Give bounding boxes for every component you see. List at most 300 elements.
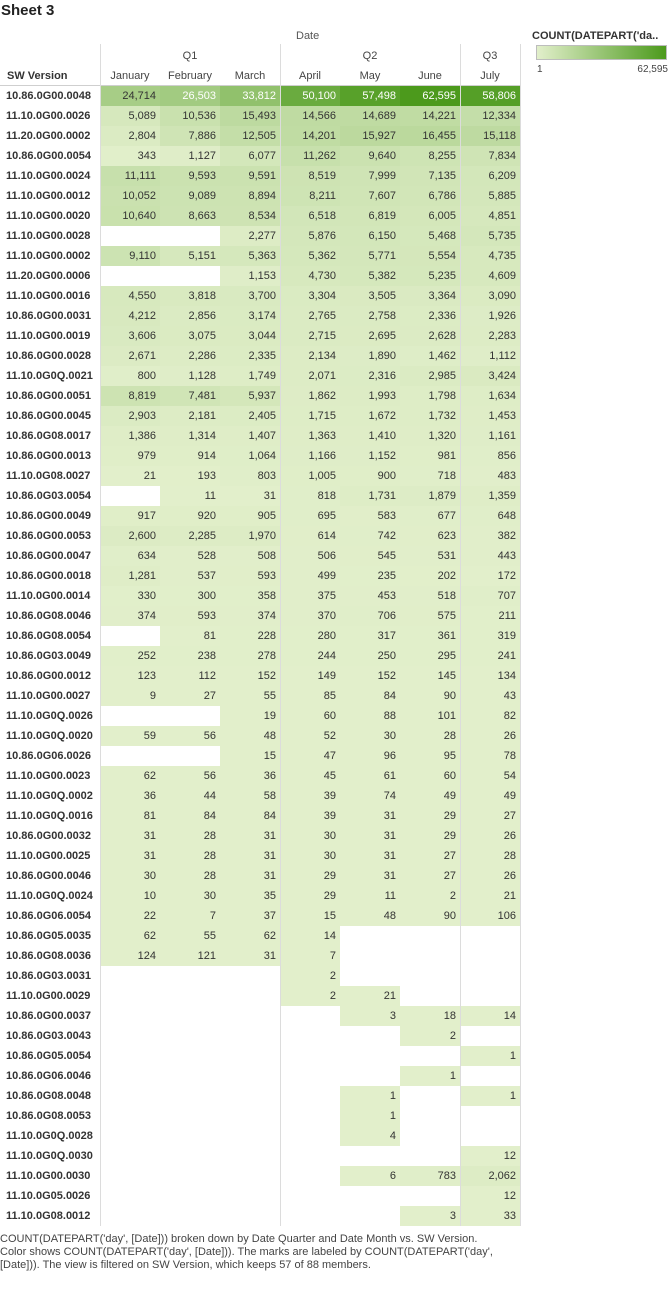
heatmap-cell: 8,534 <box>220 206 280 226</box>
row-label: 11.20.0G00.0006 <box>6 270 91 282</box>
heatmap-cell: 238 <box>160 646 220 666</box>
row-label: 11.10.0G05.0026 <box>6 1190 91 1202</box>
heatmap-cell: 78 <box>460 746 520 766</box>
heatmap-cell: 36 <box>100 786 160 806</box>
heatmap-cell: 280 <box>280 626 340 646</box>
heatmap-cell: 374 <box>220 606 280 626</box>
heatmap-cell: 9,593 <box>160 166 220 186</box>
heatmap-cell: 6 <box>340 1166 400 1186</box>
heatmap-cell: 4,609 <box>460 266 520 286</box>
heatmap-cell: 575 <box>400 606 460 626</box>
row-label: 10.86.0G00.0053 <box>6 530 92 542</box>
heatmap-cell: 531 <box>400 546 460 566</box>
heatmap-cell: 235 <box>340 566 400 586</box>
heatmap-cell: 2,628 <box>400 326 460 346</box>
heatmap-cell: 6,005 <box>400 206 460 226</box>
row-label: 11.10.0G00.0002 <box>6 250 91 262</box>
heatmap-cell: 583 <box>340 506 400 526</box>
legend-max-label: 62,595 <box>637 64 668 75</box>
row-label: 10.86.0G08.0036 <box>6 950 92 962</box>
heatmap-cell: 856 <box>460 446 520 466</box>
heatmap-cell: 8,819 <box>100 386 160 406</box>
heatmap-cell: 31 <box>340 846 400 866</box>
heatmap-cell: 18 <box>400 1006 460 1026</box>
heatmap-cell: 1,152 <box>340 446 400 466</box>
heatmap-cell: 9,089 <box>160 186 220 206</box>
heatmap-cell: 1,410 <box>340 426 400 446</box>
month-label-april: April <box>298 70 321 82</box>
heatmap-cell: 5,362 <box>280 246 340 266</box>
row-label: 11.10.0G00.0025 <box>6 850 91 862</box>
row-label: 10.86.0G00.0013 <box>6 450 92 462</box>
row-label: 11.10.0G00.0016 <box>6 290 91 302</box>
heatmap-cell: 5,363 <box>220 246 280 266</box>
heatmap-cell: 742 <box>340 526 400 546</box>
heatmap-cell: 3,090 <box>460 286 520 306</box>
heatmap-cell: 5,089 <box>100 106 160 126</box>
heatmap-cell: 593 <box>160 606 220 626</box>
row-label: 11.10.0G0Q.0026 <box>6 710 93 722</box>
heatmap-cell: 2,715 <box>280 326 340 346</box>
heatmap-cell: 3,818 <box>160 286 220 306</box>
heatmap-cell: 7,886 <box>160 126 220 146</box>
row-label: 10.86.0G08.0053 <box>6 1110 92 1122</box>
row-label: 10.86.0G08.0046 <box>6 610 92 622</box>
heatmap-cell: 5,735 <box>460 226 520 246</box>
heatmap-cell: 48 <box>340 906 400 926</box>
heatmap-cell: 1,749 <box>220 366 280 386</box>
heatmap-cell: 2,316 <box>340 366 400 386</box>
heatmap-cell: 4,212 <box>100 306 160 326</box>
heatmap-cell: 979 <box>100 446 160 466</box>
quarter-label-q2: Q2 <box>362 50 378 62</box>
row-label: 10.86.0G00.0018 <box>6 570 92 582</box>
heatmap-cell: 14 <box>280 926 340 946</box>
month-label-january: January <box>110 70 150 82</box>
heatmap-cell: 29 <box>400 806 460 826</box>
heatmap-cell: 695 <box>280 506 340 526</box>
heatmap-cell: 7,481 <box>160 386 220 406</box>
heatmap-cell: 8,211 <box>280 186 340 206</box>
heatmap-cell: 537 <box>160 566 220 586</box>
heatmap-cell: 9 <box>100 686 160 706</box>
heatmap-cell: 45 <box>280 766 340 786</box>
heatmap-cell: 149 <box>280 666 340 686</box>
month-label-february: February <box>167 70 213 82</box>
row-label: 10.86.0G03.0031 <box>6 970 92 982</box>
heatmap-cell: 707 <box>460 586 520 606</box>
heatmap-cell: 74 <box>340 786 400 806</box>
heatmap-cell: 1 <box>460 1046 520 1066</box>
heatmap-cell: 26 <box>460 866 520 886</box>
heatmap-cell: 26 <box>460 826 520 846</box>
row-label: 11.10.0G00.0029 <box>6 990 91 1002</box>
heatmap-cell: 21 <box>100 466 160 486</box>
row-label: 11.10.0G08.0012 <box>6 1210 91 1222</box>
heatmap-cell: 22 <box>100 906 160 926</box>
heatmap-cell: 29 <box>280 886 340 906</box>
heatmap-cell: 3,304 <box>280 286 340 306</box>
heatmap-cell: 2 <box>400 1026 460 1046</box>
heatmap-cell: 88 <box>340 706 400 726</box>
heatmap-cell: 5,382 <box>340 266 400 286</box>
row-label: 10.86.0G00.0048 <box>6 90 92 102</box>
heatmap-cell: 28 <box>400 726 460 746</box>
row-label: 10.86.0G06.0046 <box>6 1070 92 1082</box>
heatmap-cell: 60 <box>280 706 340 726</box>
heatmap-cell: 2,181 <box>160 406 220 426</box>
heatmap-cell: 29 <box>400 826 460 846</box>
heatmap-cell: 55 <box>220 686 280 706</box>
heatmap-cell: 1,715 <box>280 406 340 426</box>
heatmap-cell: 39 <box>280 786 340 806</box>
heatmap-cell: 27 <box>460 806 520 826</box>
heatmap-cell: 623 <box>400 526 460 546</box>
heatmap-cell: 14 <box>460 1006 520 1026</box>
heatmap-cell: 5,468 <box>400 226 460 246</box>
heatmap-cell: 648 <box>460 506 520 526</box>
quarter-label-q1: Q1 <box>182 50 198 62</box>
heatmap-cell: 12,505 <box>220 126 280 146</box>
heatmap-cell: 152 <box>220 666 280 686</box>
heatmap-cell: 528 <box>160 546 220 566</box>
row-label: 11.10.0G00.0026 <box>6 110 91 122</box>
heatmap-cell: 16,455 <box>400 126 460 146</box>
heatmap-cell: 90 <box>400 686 460 706</box>
heatmap-cell: 14,689 <box>340 106 400 126</box>
heatmap-cell: 2,856 <box>160 306 220 326</box>
heatmap-cell: 343 <box>100 146 160 166</box>
heatmap-cell: 241 <box>460 646 520 666</box>
heatmap-cell: 1,064 <box>220 446 280 466</box>
heatmap-cell: 14,221 <box>400 106 460 126</box>
heatmap-cell: 31 <box>220 826 280 846</box>
heatmap-cell: 8,894 <box>220 186 280 206</box>
heatmap-cell: 10 <box>100 886 160 906</box>
row-label: 10.86.0G08.0048 <box>6 1090 92 1102</box>
heatmap-cell: 15 <box>220 746 280 766</box>
heatmap-cell: 82 <box>460 706 520 726</box>
heatmap-cell: 3,606 <box>100 326 160 346</box>
heatmap-cell: 2 <box>280 986 340 1006</box>
heatmap-cell: 1,798 <box>400 386 460 406</box>
heatmap-cell: 27 <box>160 686 220 706</box>
heatmap-cell: 593 <box>220 566 280 586</box>
heatmap-cell: 112 <box>160 666 220 686</box>
heatmap-cell: 36 <box>220 766 280 786</box>
row-label: 10.86.0G08.0017 <box>6 430 92 442</box>
heatmap-cell: 28 <box>460 846 520 866</box>
heatmap-cell: 62 <box>100 926 160 946</box>
heatmap-cell: 228 <box>220 626 280 646</box>
heatmap-cell: 6,077 <box>220 146 280 166</box>
heatmap-cell: 58 <box>220 786 280 806</box>
heatmap-cell: 1,386 <box>100 426 160 446</box>
heatmap-cell: 2,903 <box>100 406 160 426</box>
heatmap-cell: 10,536 <box>160 106 220 126</box>
month-label-june: June <box>418 70 442 82</box>
heatmap-cell: 60 <box>400 766 460 786</box>
row-label: 10.86.0G00.0054 <box>6 150 92 162</box>
heatmap-cell: 4,730 <box>280 266 340 286</box>
heatmap-cell: 545 <box>340 546 400 566</box>
row-label: 11.10.0G0Q.0028 <box>6 1130 93 1142</box>
heatmap-cell: 26 <box>460 726 520 746</box>
heatmap-cell: 33,812 <box>220 86 280 106</box>
heatmap-cell: 84 <box>220 806 280 826</box>
row-label: 11.10.0G00.0028 <box>6 230 91 242</box>
heatmap-cell: 9,110 <box>100 246 160 266</box>
heatmap-cell: 55 <box>160 926 220 946</box>
heatmap-cell: 145 <box>400 666 460 686</box>
heatmap-cell: 6,786 <box>400 186 460 206</box>
heatmap-cell: 49 <box>400 786 460 806</box>
heatmap-cell: 56 <box>160 766 220 786</box>
row-label: 10.86.0G03.0049 <box>6 650 92 662</box>
heatmap-cell: 152 <box>340 666 400 686</box>
heatmap-cell: 33 <box>460 1206 520 1226</box>
heatmap-cell: 85 <box>280 686 340 706</box>
heatmap-cell: 1,127 <box>160 146 220 166</box>
row-label: 11.10.0G0Q.0002 <box>6 790 93 802</box>
heatmap-cell: 634 <box>100 546 160 566</box>
heatmap-cell: 62 <box>220 926 280 946</box>
heatmap-cell: 30 <box>280 826 340 846</box>
heatmap-cell: 2,765 <box>280 306 340 326</box>
heatmap-cell: 1,462 <box>400 346 460 366</box>
row-label: 10.86.0G05.0054 <box>6 1050 92 1062</box>
heatmap-cell: 31 <box>100 846 160 866</box>
heatmap-cell: 193 <box>160 466 220 486</box>
heatmap-cell: 1,153 <box>220 266 280 286</box>
row-label: 10.86.0G03.0054 <box>6 490 92 502</box>
heatmap-cell: 30 <box>280 846 340 866</box>
heatmap-cell: 2,335 <box>220 346 280 366</box>
heatmap-cell: 90 <box>400 906 460 926</box>
heatmap-cell: 3,700 <box>220 286 280 306</box>
heatmap-cell: 47 <box>280 746 340 766</box>
heatmap-cell: 2,134 <box>280 346 340 366</box>
heatmap-cell: 27 <box>400 846 460 866</box>
heatmap-cell: 1,407 <box>220 426 280 446</box>
heatmap-cell: 5,235 <box>400 266 460 286</box>
heatmap-cell: 9,640 <box>340 146 400 166</box>
heatmap-cell: 3,044 <box>220 326 280 346</box>
row-label: 11.10.0G00.0020 <box>6 210 91 222</box>
row-label: 11.10.0G0Q.0016 <box>6 810 93 822</box>
row-label: 11.10.0G00.0024 <box>6 170 91 182</box>
heatmap-cell: 914 <box>160 446 220 466</box>
heatmap-cell: 905 <box>220 506 280 526</box>
heatmap-cell: 7,135 <box>400 166 460 186</box>
row-label: 11.10.0G0Q.0024 <box>6 890 93 902</box>
heatmap-cell: 718 <box>400 466 460 486</box>
heatmap-cell: 2 <box>400 886 460 906</box>
heatmap-cell: 31 <box>220 866 280 886</box>
heatmap-cell: 677 <box>400 506 460 526</box>
heatmap-cell: 50,100 <box>280 86 340 106</box>
heatmap-cell: 3 <box>340 1006 400 1026</box>
month-label-july: July <box>480 70 500 82</box>
heatmap-cell: 1 <box>340 1106 400 1126</box>
row-label: 10.86.0G00.0047 <box>6 550 92 562</box>
row-label: 11.10.0G0Q.0020 <box>6 730 93 742</box>
row-label: 10.86.0G00.0028 <box>6 350 92 362</box>
row-label: 10.86.0G03.0043 <box>6 1030 92 1042</box>
heatmap-cell: 81 <box>100 806 160 826</box>
heatmap-cell: 7,607 <box>340 186 400 206</box>
heatmap-cell: 483 <box>460 466 520 486</box>
row-header-sw-version: SW Version <box>7 70 68 82</box>
row-label: 10.86.0G00.0031 <box>6 310 92 322</box>
heatmap-cell: 2,804 <box>100 126 160 146</box>
heatmap-cell: 1,453 <box>460 406 520 426</box>
heatmap-cell: 123 <box>100 666 160 686</box>
row-label: 10.86.0G00.0049 <box>6 510 92 522</box>
heatmap-cell: 21 <box>460 886 520 906</box>
row-label: 11.10.0G00.0023 <box>6 770 91 782</box>
heatmap-cell: 28 <box>160 846 220 866</box>
heatmap-cell: 981 <box>400 446 460 466</box>
heatmap-cell: 30 <box>160 886 220 906</box>
heatmap-cell: 800 <box>100 366 160 386</box>
column-header-date: Date <box>296 30 320 42</box>
heatmap-cell: 5,876 <box>280 226 340 246</box>
heatmap-cell: 8,255 <box>400 146 460 166</box>
heatmap-cell: 10,052 <box>100 186 160 206</box>
heatmap-cell: 1,879 <box>400 486 460 506</box>
heatmap-cell: 4,550 <box>100 286 160 306</box>
heatmap-cell: 31 <box>340 866 400 886</box>
heatmap-cell: 58,806 <box>460 86 520 106</box>
heatmap-cell: 43 <box>460 686 520 706</box>
heatmap-cell: 382 <box>460 526 520 546</box>
heatmap-cell: 61 <box>340 766 400 786</box>
heatmap-cell: 52 <box>280 726 340 746</box>
heatmap-cell: 121 <box>160 946 220 966</box>
heatmap-cell: 81 <box>160 626 220 646</box>
row-label: 11.10.0G00.0030 <box>6 1170 91 1182</box>
row-label: 10.86.0G00.0046 <box>6 870 92 882</box>
heatmap-cell: 21 <box>340 986 400 1006</box>
heatmap-cell: 6,209 <box>460 166 520 186</box>
heatmap-cell: 5,151 <box>160 246 220 266</box>
heatmap-cell: 1 <box>400 1066 460 1086</box>
sheet-title: Sheet 3 <box>1 2 55 19</box>
heatmap-cell: 443 <box>460 546 520 566</box>
row-label: 11.10.0G0Q.0030 <box>6 1150 93 1162</box>
heatmap-cell: 7,834 <box>460 146 520 166</box>
heatmap-cell: 900 <box>340 466 400 486</box>
heatmap-cell: 3,364 <box>400 286 460 306</box>
heatmap-cell: 211 <box>460 606 520 626</box>
heatmap-cell: 12,334 <box>460 106 520 126</box>
month-label-march: March <box>234 70 266 82</box>
heatmap-cell: 614 <box>280 526 340 546</box>
heatmap-cell: 2,062 <box>460 1166 520 1186</box>
legend-color-ramp <box>536 45 667 60</box>
heatmap-cell: 2,277 <box>220 226 280 246</box>
row-label: 11.10.0G08.0027 <box>6 470 91 482</box>
heatmap-cell: 11 <box>340 886 400 906</box>
row-label: 11.10.0G00.0014 <box>6 590 91 602</box>
row-label: 10.86.0G08.0054 <box>6 630 92 642</box>
heatmap-cell: 818 <box>280 486 340 506</box>
heatmap-cell: 1,166 <box>280 446 340 466</box>
heatmap-cell: 7 <box>280 946 340 966</box>
heatmap-cell: 28 <box>160 826 220 846</box>
heatmap-cell: 1,993 <box>340 386 400 406</box>
heatmap-cell: 1 <box>460 1086 520 1106</box>
heatmap-cell: 295 <box>400 646 460 666</box>
heatmap-cell: 1 <box>340 1086 400 1106</box>
heatmap-cell: 2,286 <box>160 346 220 366</box>
heatmap-cell: 706 <box>340 606 400 626</box>
heatmap-cell: 1,862 <box>280 386 340 406</box>
heatmap-cell: 6,518 <box>280 206 340 226</box>
heatmap-cell: 518 <box>400 586 460 606</box>
heatmap-cell: 2,285 <box>160 526 220 546</box>
heatmap-cell: 31 <box>100 826 160 846</box>
heatmap-cell: 24,714 <box>100 86 160 106</box>
heatmap-cell: 84 <box>340 686 400 706</box>
row-label: 10.86.0G00.0012 <box>6 670 92 682</box>
heatmap-cell: 278 <box>220 646 280 666</box>
heatmap-cell: 11,111 <box>100 166 160 186</box>
heatmap-cell: 1,281 <box>100 566 160 586</box>
heatmap-cell: 10,640 <box>100 206 160 226</box>
heatmap-cell: 27 <box>400 866 460 886</box>
row-label: 11.10.0G0Q.0021 <box>6 370 93 382</box>
heatmap-cell: 508 <box>220 546 280 566</box>
heatmap-cell: 1,161 <box>460 426 520 446</box>
heatmap-cell: 7,999 <box>340 166 400 186</box>
heatmap-cell: 14,201 <box>280 126 340 146</box>
row-label: 10.86.0G06.0054 <box>6 910 92 922</box>
heatmap-cell: 62,595 <box>400 86 460 106</box>
row-label: 10.86.0G05.0035 <box>6 930 92 942</box>
heatmap-cell: 2,758 <box>340 306 400 326</box>
heatmap-cell: 14,566 <box>280 106 340 126</box>
heatmap-cell: 920 <box>160 506 220 526</box>
heatmap-cell: 4,851 <box>460 206 520 226</box>
heatmap-cell: 39 <box>280 806 340 826</box>
heatmap-cell: 5,885 <box>460 186 520 206</box>
heatmap-cell: 499 <box>280 566 340 586</box>
heatmap-cell: 12 <box>460 1186 520 1206</box>
heatmap-cell: 9,591 <box>220 166 280 186</box>
heatmap-cell: 31 <box>340 826 400 846</box>
row-label: 10.86.0G00.0032 <box>6 830 92 842</box>
row-label: 11.10.0G00.0027 <box>6 690 91 702</box>
heatmap-cell: 783 <box>400 1166 460 1186</box>
heatmap-cell: 1,732 <box>400 406 460 426</box>
heatmap-cell: 3,424 <box>460 366 520 386</box>
heatmap-cell: 2,671 <box>100 346 160 366</box>
month-label-may: May <box>359 70 381 82</box>
heatmap-cell: 172 <box>460 566 520 586</box>
heatmap-cell: 317 <box>340 626 400 646</box>
heatmap-cell: 26,503 <box>160 86 220 106</box>
heatmap-cell: 1,890 <box>340 346 400 366</box>
heatmap-cell: 49 <box>460 786 520 806</box>
heatmap-cell: 84 <box>160 806 220 826</box>
heatmap-cell: 3 <box>400 1206 460 1226</box>
heatmap-cell: 19 <box>220 706 280 726</box>
heatmap-cell: 1,005 <box>280 466 340 486</box>
heatmap-cell: 6,819 <box>340 206 400 226</box>
heatmap-cell: 1,970 <box>220 526 280 546</box>
